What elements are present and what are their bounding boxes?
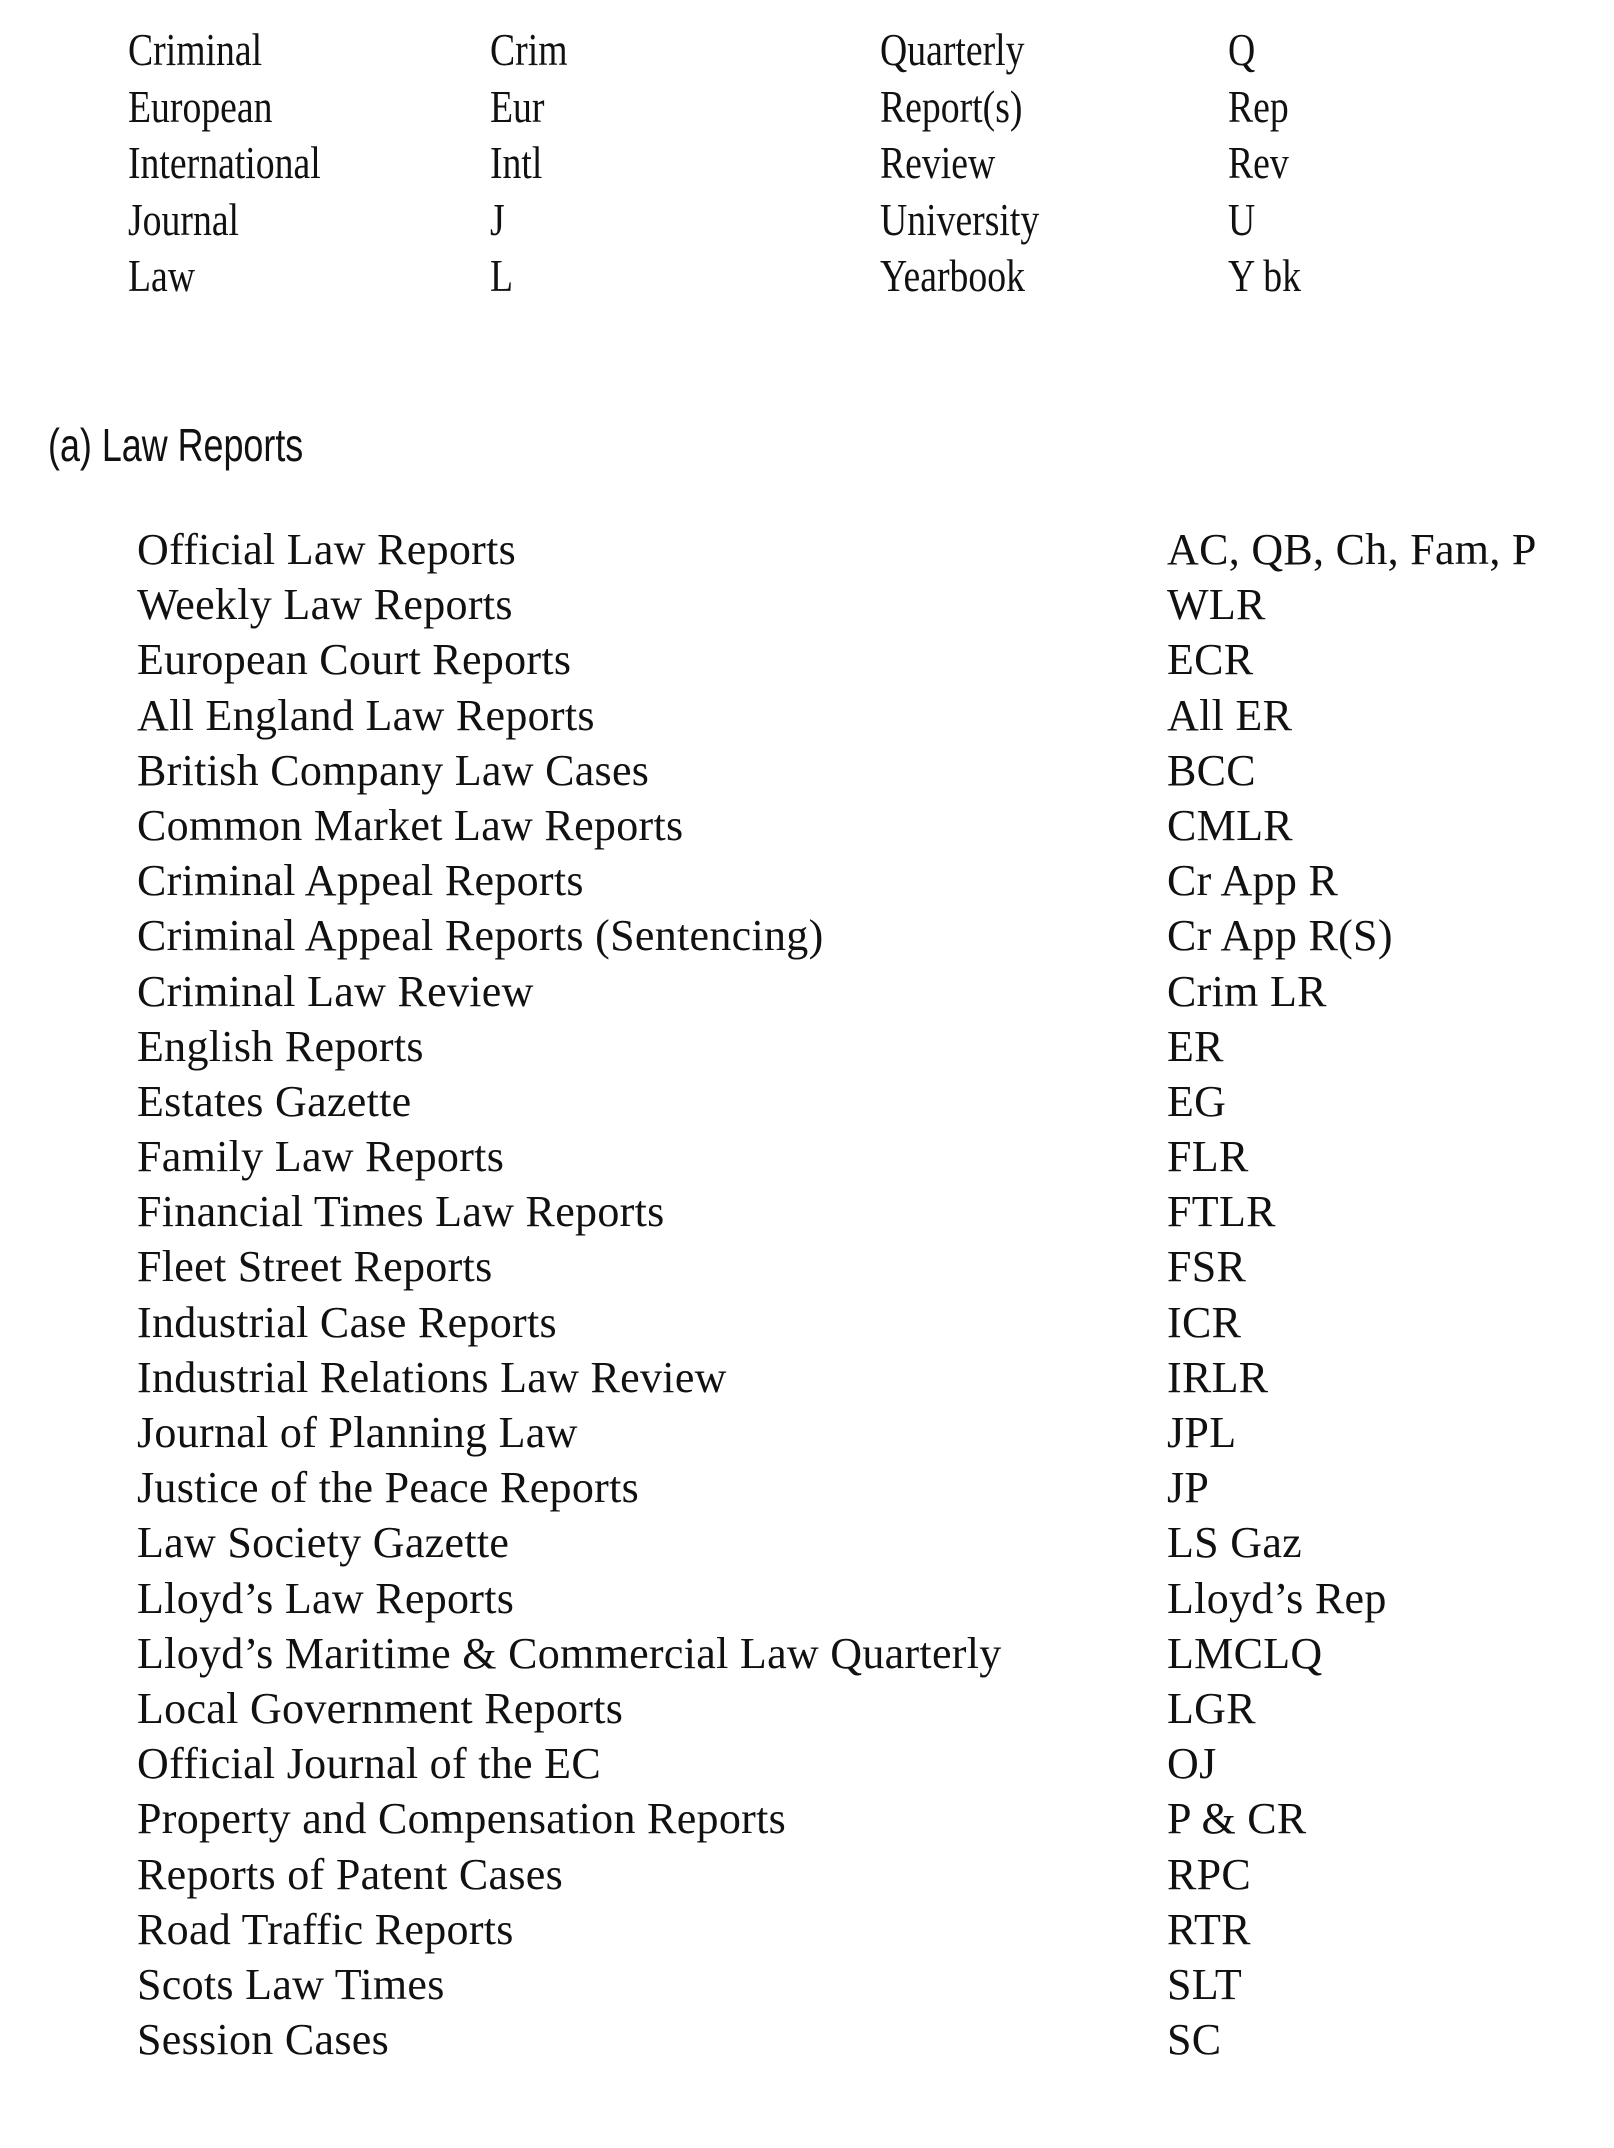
law-report-row <box>0 1515 1614 1570</box>
report-name: Lloyd’s Maritime & Commercial Law Quarterly <box>137 1628 1002 1678</box>
report-name: Property and Compensation Reports <box>137 1794 787 1844</box>
law-report-row <box>0 577 1614 632</box>
report-abbreviation: ICR <box>1167 1297 1242 1347</box>
law-report-row <box>0 1847 1614 1902</box>
report-name: British Company Law Cases <box>137 745 650 795</box>
term: University <box>880 193 1040 245</box>
abbreviation-row <box>0 22 1614 79</box>
report-abbreviation: All ER <box>1167 690 1293 740</box>
report-name: Industrial Relations Law Review <box>137 1352 727 1402</box>
report-name: Journal of Planning Law <box>137 1408 578 1457</box>
report-name: European Court Reports <box>137 635 572 685</box>
abbreviation: Intl <box>490 137 543 188</box>
abbreviation-row <box>0 192 1614 249</box>
law-report-row <box>0 964 1614 1019</box>
report-abbreviation: Cr App R <box>1167 856 1339 906</box>
report-name: Lloyd’s Law Reports <box>137 1573 515 1623</box>
abbreviation-table <box>0 22 1614 305</box>
law-report-row <box>0 798 1614 853</box>
report-abbreviation: JP <box>1167 1463 1210 1513</box>
report-name: Estates Gazette <box>137 1076 412 1126</box>
report-abbreviation: BCC <box>1167 745 1256 795</box>
term: International <box>128 137 321 188</box>
report-abbreviation: AC, QB, Ch, Fam, P <box>1167 525 1537 574</box>
report-name: Family Law Reports <box>137 1132 505 1182</box>
law-report-row <box>0 688 1614 743</box>
term: Yearbook <box>880 250 1025 301</box>
abbreviation-row <box>0 248 1614 305</box>
report-name: Law Society Gazette <box>137 1518 510 1568</box>
abbreviation-row <box>0 135 1614 192</box>
report-abbreviation: LGR <box>1167 1683 1256 1733</box>
report-name: Justice of the Peace Reports <box>137 1463 640 1513</box>
law-report-row <box>0 1791 1614 1846</box>
law-report-row <box>0 1405 1614 1460</box>
abbreviation: L <box>490 250 514 301</box>
report-abbreviation: CMLR <box>1167 800 1293 850</box>
report-abbreviation: Crim LR <box>1167 966 1327 1016</box>
law-report-row <box>0 1571 1614 1626</box>
report-name: Criminal Appeal Reports <box>137 856 584 906</box>
report-abbreviation: FLR <box>1167 1132 1249 1182</box>
report-abbreviation: Cr App R(S) <box>1167 911 1393 961</box>
law-report-row <box>0 1239 1614 1294</box>
abbreviation-row <box>0 79 1614 136</box>
abbreviation: Eur <box>490 80 545 132</box>
report-abbreviation: P & CR <box>1167 1794 1307 1844</box>
abbreviation: Y bk <box>1228 250 1301 301</box>
law-reports-list <box>0 522 1614 2067</box>
term: Review <box>880 137 996 188</box>
report-name: Common Market Law Reports <box>137 800 684 850</box>
report-abbreviation: FSR <box>1167 1242 1247 1292</box>
report-abbreviation: WLR <box>1167 580 1266 630</box>
law-report-row <box>0 1184 1614 1239</box>
abbreviation: Q <box>1228 24 1256 75</box>
law-report-row <box>0 1129 1614 1184</box>
report-abbreviation: ECR <box>1167 635 1254 685</box>
report-abbreviation: SLT <box>1167 1959 1243 2009</box>
report-name: Official Law Reports <box>137 525 517 574</box>
abbreviation: J <box>490 193 505 245</box>
abbreviation: Rep <box>1228 80 1289 132</box>
report-name: All England Law Reports <box>137 690 595 740</box>
law-report-row <box>0 1460 1614 1515</box>
law-report-row <box>0 1736 1614 1791</box>
law-report-row <box>0 853 1614 908</box>
abbreviation: Crim <box>490 24 568 75</box>
report-name: Criminal Appeal Reports (Sentencing) <box>137 911 824 961</box>
term: Journal <box>128 193 240 245</box>
report-abbreviation: ER <box>1167 1021 1224 1071</box>
report-name: Fleet Street Reports <box>137 1242 493 1292</box>
term: Law <box>128 250 196 301</box>
report-name: Session Cases <box>137 2015 390 2065</box>
law-report-row <box>0 1902 1614 1957</box>
term: European <box>128 80 273 132</box>
report-name: Financial Times Law Reports <box>137 1187 665 1237</box>
law-report-row <box>0 1350 1614 1405</box>
report-name: Scots Law Times <box>137 1959 445 2009</box>
report-abbreviation: LMCLQ <box>1167 1628 1323 1678</box>
report-name: Reports of Patent Cases <box>137 1849 564 1899</box>
section-heading: (a) Law Reports <box>48 419 304 471</box>
law-report-row <box>0 1681 1614 1736</box>
report-name: Local Government Reports <box>137 1683 624 1733</box>
report-abbreviation: OJ <box>1167 1739 1217 1789</box>
report-abbreviation: FTLR <box>1167 1187 1276 1237</box>
abbreviation: U <box>1228 193 1256 245</box>
report-name: English Reports <box>137 1021 424 1071</box>
report-abbreviation: IRLR <box>1167 1352 1269 1402</box>
law-report-row <box>0 743 1614 798</box>
report-abbreviation: SC <box>1167 2015 1222 2065</box>
report-name: Weekly Law Reports <box>137 580 513 630</box>
law-report-row <box>0 1957 1614 2012</box>
report-abbreviation: EG <box>1167 1076 1227 1126</box>
law-report-row <box>0 1626 1614 1681</box>
report-abbreviation: RPC <box>1167 1849 1252 1899</box>
report-abbreviation: Lloyd’s Rep <box>1167 1573 1387 1623</box>
law-report-row <box>0 1074 1614 1129</box>
law-report-row <box>0 1019 1614 1074</box>
report-name: Official Journal of the EC <box>137 1739 601 1789</box>
law-report-row <box>0 632 1614 687</box>
abbreviation: Rev <box>1228 137 1289 188</box>
law-report-row <box>0 1295 1614 1350</box>
law-report-row <box>0 908 1614 963</box>
term: Report(s) <box>880 80 1023 132</box>
report-name: Industrial Case Reports <box>137 1297 557 1347</box>
law-report-row <box>0 522 1614 577</box>
report-name: Road Traffic Reports <box>137 1904 514 1954</box>
report-name: Criminal Law Review <box>137 966 534 1016</box>
term: Quarterly <box>880 24 1025 75</box>
report-abbreviation: LS Gaz <box>1167 1518 1302 1568</box>
report-abbreviation: JPL <box>1167 1408 1237 1457</box>
law-report-row <box>0 2012 1614 2067</box>
report-abbreviation: RTR <box>1167 1904 1251 1954</box>
term: Criminal <box>128 24 263 75</box>
